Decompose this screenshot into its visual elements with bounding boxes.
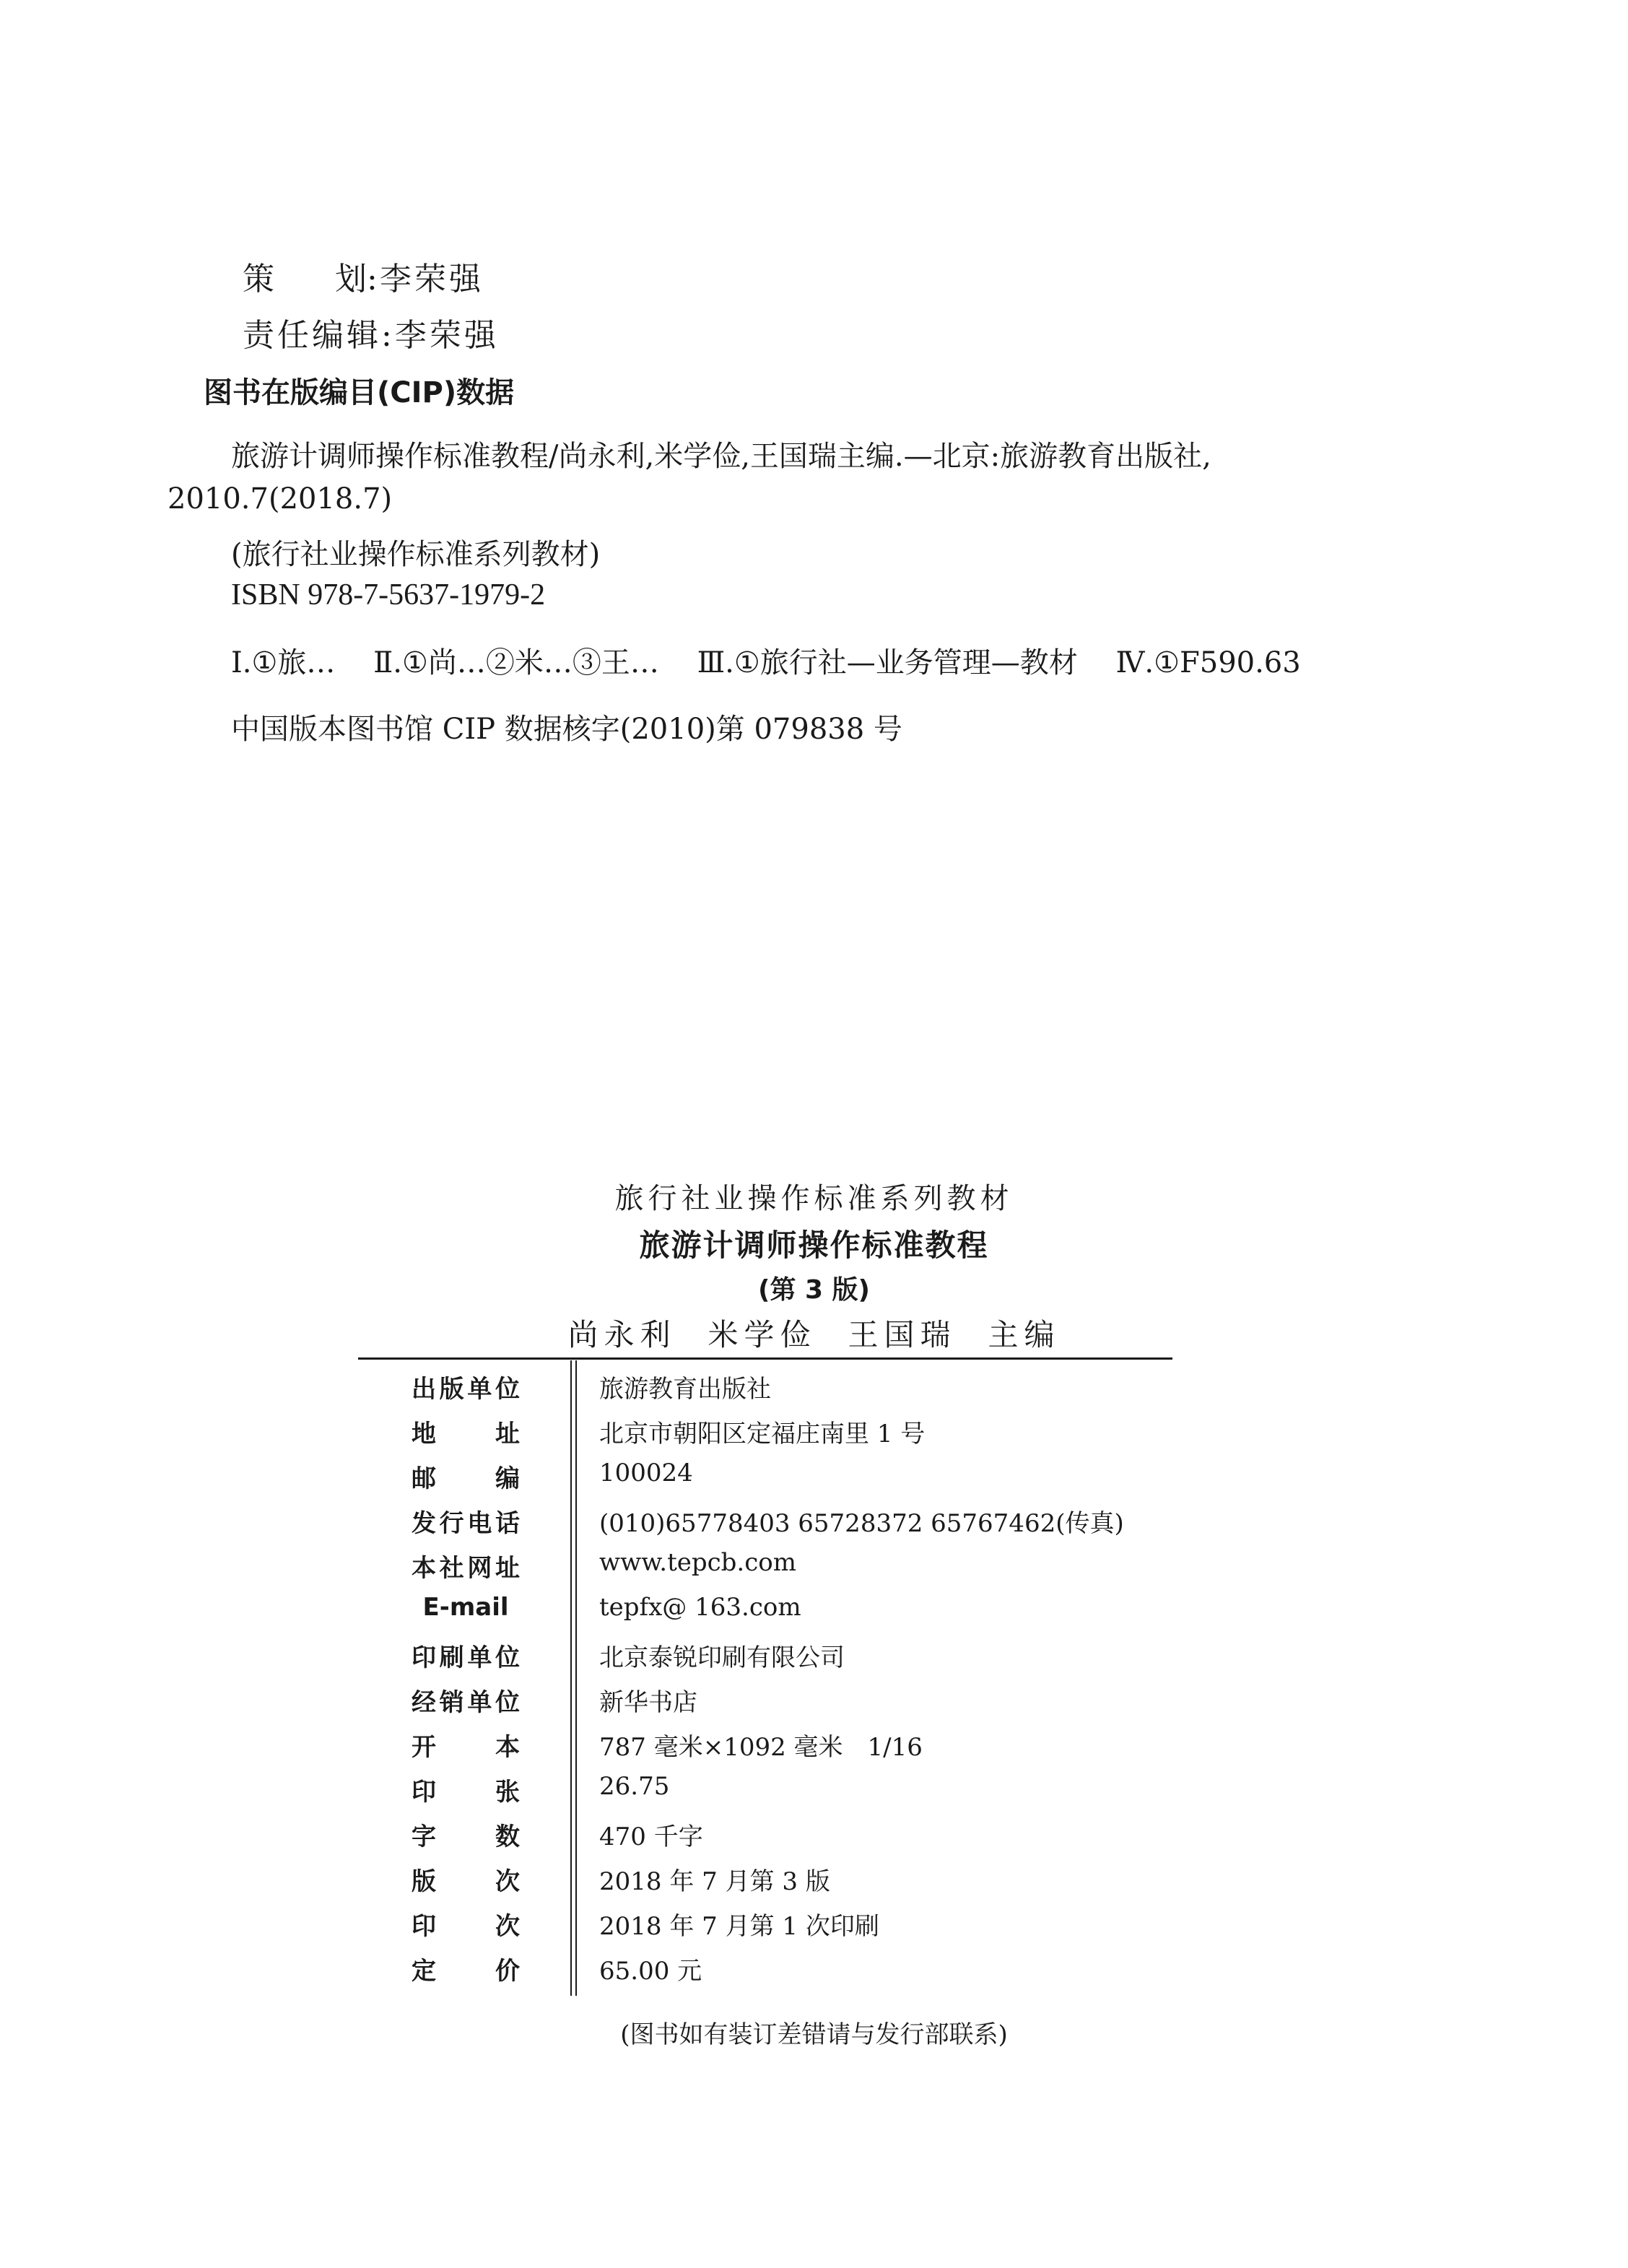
imprint-row-value: 北京市朝阳区定福庄南里 1 号: [599, 1420, 926, 1448]
imprint-row-label: 开 本: [412, 1733, 520, 1762]
imprint-column-divider: [570, 1360, 577, 1996]
imprint-row-value: 470 千字: [599, 1822, 703, 1851]
imprint-row-label: 经销单位: [412, 1688, 520, 1717]
editor-name: 米学俭: [708, 1317, 817, 1352]
cip-classification: [231, 640, 1301, 681]
editor-name: 尚永利: [567, 1317, 676, 1352]
planner-label-char-2: 划: [335, 261, 367, 297]
book-title: 旅游计调师操作标准教程: [639, 1228, 989, 1263]
credit-editor: [243, 309, 499, 355]
cip-main-entry-continued: 2010.7(2018.7): [167, 482, 393, 516]
editors: [0, 1311, 1628, 1355]
cip-verification: 中国版本图书馆 CIP 数据核字(2010)第 079838 号: [231, 713, 902, 746]
imprint-top-rule: [358, 1357, 1172, 1360]
planner-label-char-1: 策: [243, 261, 274, 297]
edition: (第 3 版): [757, 1275, 871, 1305]
footer-note: (图书如有装订差错请与发行部联系): [620, 2020, 1008, 2049]
imprint-row-value: 2018 年 7 月第 3 版: [599, 1867, 830, 1896]
cip-isbn: ISBN 978-7-5637-1979-2: [231, 578, 546, 612]
cip-class-item: Ⅱ.①尚…②米…③王…: [373, 646, 659, 679]
imprint-row-label: 出版单位: [412, 1375, 520, 1404]
imprint-row-label: 印 张: [412, 1778, 520, 1807]
imprint-row-label: 印刷单位: [412, 1643, 520, 1672]
imprint-row-label: 印 次: [412, 1912, 520, 1941]
imprint-row-value: 100024: [599, 1459, 693, 1487]
imprint-row-label: 字 数: [412, 1822, 520, 1851]
cip-main-entry: 旅游计调师操作标准教程/尚永利,米学俭,王国瑞主编.—北京:旅游教育出版社,: [231, 440, 1211, 473]
imprint-row-value: 787 毫米×1092 毫米 1/16: [599, 1733, 923, 1762]
cip-class-item: Ⅰ.①旅…: [231, 646, 336, 679]
editor-name: 王国瑞: [848, 1317, 957, 1352]
imprint-row-label: 本社网址: [412, 1554, 520, 1583]
imprint-row-value: (010)65778403 65728372 65767462(传真): [599, 1509, 1124, 1538]
imprint-row-label: 发行电话: [412, 1509, 520, 1538]
imprint-row-value: tepfx@ 163.com: [599, 1593, 801, 1622]
planner-label: [243, 253, 380, 299]
imprint-row-label: 定 价: [412, 1957, 520, 1986]
imprint-row-value: www.tepcb.com: [599, 1548, 796, 1577]
planner-separator: :: [367, 261, 378, 297]
imprint-row-label: 版 次: [412, 1867, 520, 1896]
imprint-row-value: 65.00 元: [599, 1957, 702, 1986]
editor-name: 李荣强: [394, 317, 499, 354]
series-title: 旅行社业操作标准系列教材: [614, 1182, 1014, 1215]
imprint-row-value: 北京泰锐印刷有限公司: [599, 1643, 845, 1672]
imprint-row-value: 26.75: [599, 1772, 670, 1801]
imprint-row-value: 新华书店: [599, 1688, 697, 1717]
imprint-row-value: 2018 年 7 月第 1 次印刷: [599, 1912, 879, 1941]
imprint-row-label: E-mail: [422, 1593, 509, 1622]
editor-role: 主编: [988, 1317, 1061, 1352]
imprint-row-value: 旅游教育出版社: [599, 1375, 771, 1404]
editor-label: 责任编辑: [243, 317, 381, 354]
cip-heading: 图书在版编目(CIP)数据: [204, 376, 515, 409]
planner-name: 李荣强: [380, 261, 484, 297]
imprint-row-label: 邮 编: [412, 1464, 520, 1493]
editor-separator: :: [381, 317, 395, 354]
cip-series: (旅行社业操作标准系列教材): [231, 538, 601, 571]
cip-class-item: Ⅲ.①旅行社—业务管理—教材: [697, 646, 1078, 679]
cip-class-item: Ⅳ.①F590.63: [1115, 646, 1301, 679]
credit-planner: [243, 253, 484, 299]
imprint-row-label: 地 址: [412, 1420, 520, 1448]
